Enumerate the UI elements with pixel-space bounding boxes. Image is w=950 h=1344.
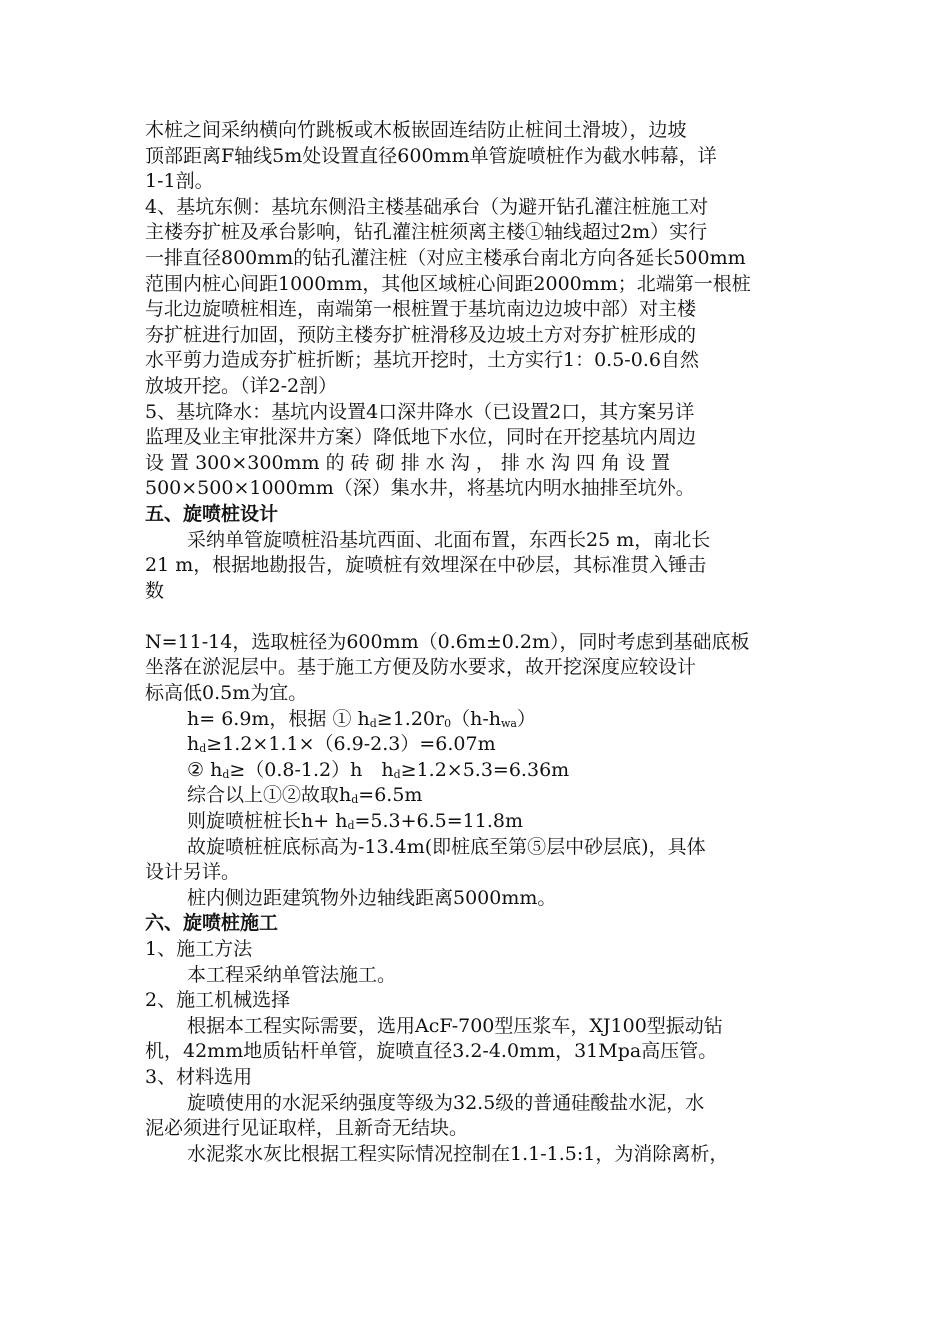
section-heading: 六、旋喷桩施工	[145, 912, 279, 935]
text-line: 顶部距离F轴线5m处设置直径600mm单管旋喷桩作为截水帏幕，详	[145, 144, 717, 167]
formula-subscript: d	[369, 716, 377, 730]
text-line: 采纳单管旋喷桩沿基坑西面、北面布置，东西长25 m，南北长	[187, 528, 711, 551]
formula-line	[145, 809, 805, 835]
text-line: 500×500×1000mm（深）集水井，将基坑内明水抽排至坑外。	[145, 477, 695, 500]
formula-subscript: 0	[444, 716, 452, 730]
text-line: 监理及业主审批深井方案）降低地下水位，同时在开挖基坑内周边	[145, 426, 697, 449]
formula-text: ≥1.2×1.1×（6.9-2.3）=6.07m	[206, 733, 496, 756]
text-line: 泥必须进行见证取样，且新奇无结块。	[145, 1117, 469, 1140]
formula-line	[145, 783, 805, 809]
text-line: 放坡开挖。（详2-2剖）	[145, 374, 338, 397]
formula-line	[145, 732, 805, 758]
formula-text: =6.5m	[358, 784, 423, 807]
text-line: 标高低0.5m为宜。	[145, 682, 308, 705]
text-line: N=11-14，选取桩径为600mm（0.6m±0.2m），同时考虑到基础底板	[145, 630, 750, 653]
formula-text: ）	[517, 707, 537, 730]
text-line: 本工程采纳单管法施工。	[187, 963, 397, 986]
text-line: 坐落在淤泥层中。基于施工方便及防水要求，故开挖深度应较设计	[145, 656, 697, 679]
formula-text: =5.3+6.5=11.8m	[354, 810, 523, 833]
text-line: 设 置 300×300mm 的 砖 砌 排 水 沟 ， 排 水 沟 四 角 设 置	[145, 451, 671, 474]
blank-line	[145, 604, 805, 630]
text-line: 夯扩桩进行加固，预防主楼夯扩桩滑移及边坡土方对夯扩桩形成的	[145, 323, 697, 346]
text-line: 范围内桩心间距1000mm，其他区域桩心间距2000mm；北端第一根桩	[145, 272, 751, 295]
text-line: 1-1剖。	[145, 170, 214, 193]
formula-text: h	[187, 733, 200, 756]
text-line: 水泥浆水灰比根据工程实际情况控制在1.1-1.5:1，为消除离析，	[187, 1142, 729, 1165]
text-line: 主楼夯扩桩及承台影响，钻孔灌注桩须离主楼①轴线超过2m）实行	[145, 221, 708, 244]
formula-subscript: d	[393, 767, 401, 781]
formula-text: （h-h	[451, 707, 502, 730]
formula-subscript: d	[222, 767, 230, 781]
text-line: 旋喷使用的水泥采纳强度等级为32.5级的普通硅酸盐水泥，水	[187, 1091, 705, 1114]
text-line: 水平剪力造成夯扩桩折断；基坑开挖时，土方实行1：0.5-0.6自然	[145, 349, 699, 372]
formula-text: ≥1.20r	[376, 707, 445, 730]
formula-line	[145, 758, 805, 784]
formula-text: 综合以上①②故取h	[187, 784, 352, 807]
text-line: 设计另详。	[145, 861, 241, 884]
text-line: 机，42mm地质钻杆单管，旋喷直径3.2-4.0mm，31Mpa高压管。	[145, 1040, 718, 1063]
formula-text: ≥1.2×5.3=6.36m	[400, 758, 570, 781]
document-body	[145, 118, 805, 1167]
text-line: 木桩之间采纳横向竹跳板或木板嵌固连结防止桩间土滑坡），边坡	[145, 119, 687, 141]
text-line: 4、基坑东侧：基坑东侧沿主楼基础承台（为避开钻孔灌注桩施工对	[145, 195, 709, 218]
text-line: 故旋喷桩桩底标高为-13.4m(即桩底至第⑤层中砂层底)，具体	[187, 835, 706, 858]
text-line: 一排直径800mm的钻孔灌注桩（对应主楼承台南北方向各延长500mm	[145, 246, 746, 269]
text-line: 根据本工程实际需要，选用AcF-700型压浆车，XJ100型振动钻	[187, 1014, 723, 1037]
formula-line	[145, 707, 805, 733]
text-line: 21 m，根据地勘报告，旋喷桩有效埋深在中砂层，其标准贯入锤击	[145, 554, 707, 577]
text-line: 5、基坑降水：基坑内设置4口深井降水（已设置2口，其方案另详	[145, 400, 695, 423]
formula-subscript: d	[199, 742, 207, 756]
text-line: 数	[145, 579, 165, 602]
formula-subscript: d	[351, 793, 359, 807]
formula-subscript: wa	[501, 716, 517, 730]
subsection-heading: 1、施工方法	[145, 938, 253, 960]
formula-text: ≥（0.8-1.2）h h	[229, 758, 394, 781]
text-line: 桩内侧边距建筑物外边轴线距离5000mm。	[187, 886, 557, 909]
formula-text: 则旋喷桩桩长h+ h	[187, 810, 348, 833]
text-line: 与北边旋喷桩相连，南端第一根桩置于基坑南边边坡中部）对主楼	[145, 298, 697, 321]
formula-text: ② h	[187, 758, 223, 781]
subsection-heading: 2、施工机械选择	[145, 989, 291, 1012]
formula-subscript: d	[347, 819, 355, 833]
formula-text: h= 6.9m，根据 ① h	[187, 707, 370, 730]
subsection-heading: 3、材料选用	[145, 1065, 253, 1088]
section-heading: 五、旋喷桩设计	[145, 502, 279, 525]
